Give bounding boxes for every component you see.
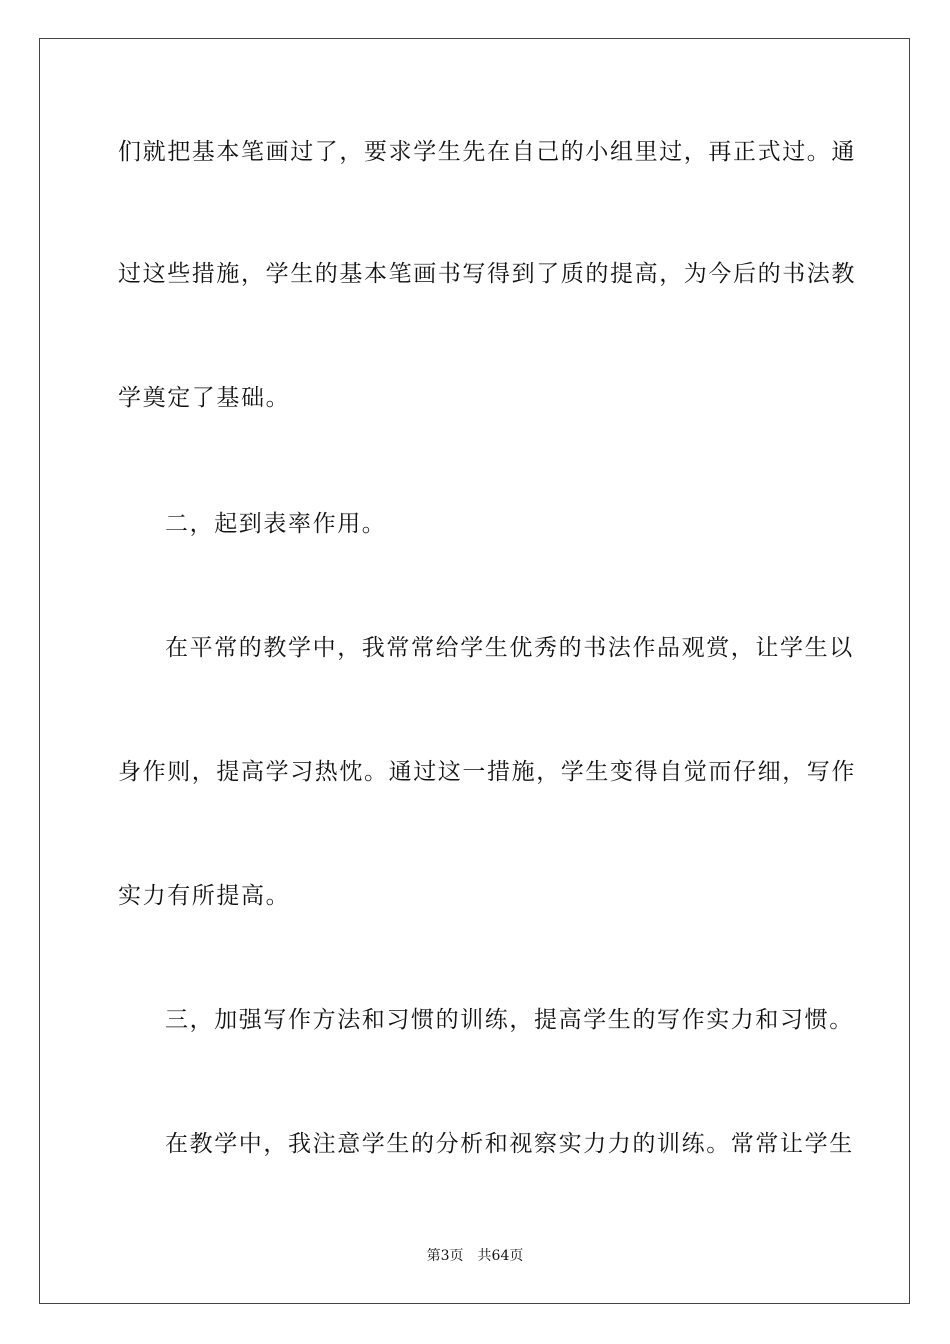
body-line-5: 在平常的教学中，我常常给学生优秀的书法作品观赏，让学生以	[165, 635, 854, 661]
section-heading-2: 二，起到表率作用。	[165, 511, 387, 537]
body-line-9: 在教学中，我注意学生的分析和视察实力力的训练。常常让学生	[165, 1131, 854, 1157]
page-footer	[0, 1247, 950, 1265]
body-line-7: 实力有所提高。	[118, 883, 291, 909]
body-line-1: 们就把基本笔画过了，要求学生先在自己的小组里过，再正式过。通	[118, 139, 856, 165]
page-total: 共64页	[477, 1248, 524, 1264]
body-line-6: 身作则，提高学习热忱。通过这一措施，学生变得自觉而仔细，写作	[118, 759, 856, 785]
page-number: 第3页	[426, 1248, 464, 1264]
body-line-3: 学奠定了基础。	[118, 385, 291, 411]
body-line-2: 过这些措施，学生的基本笔画书写得到了质的提高，为今后的书法教	[118, 261, 856, 287]
section-heading-3: 三，加强写作方法和习惯的训练，提高学生的写作实力和习惯。	[165, 1007, 854, 1033]
page-border	[39, 38, 910, 1304]
